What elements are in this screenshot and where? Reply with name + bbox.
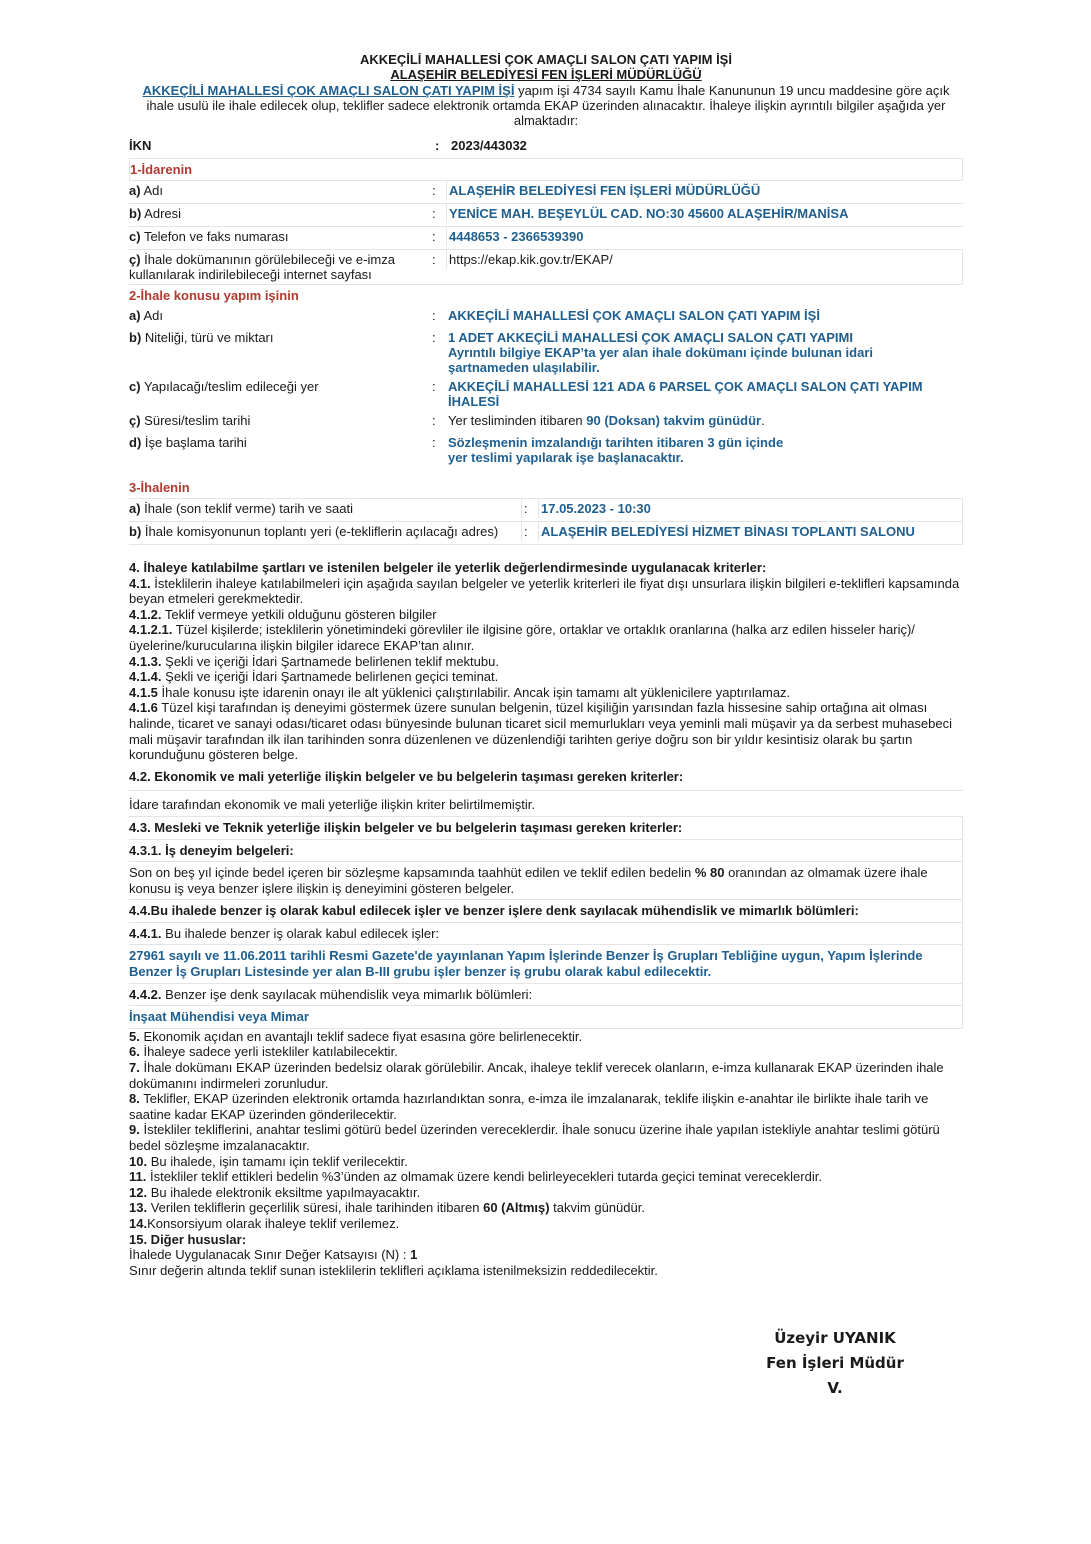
start-date-line1: Sözleşmenin imzalandığı tarihten itibaren 3 gün içinde <box>448 435 784 450</box>
clause-4-1-4 <box>129 669 963 685</box>
idare-name: ALAŞEHİR BELEDİYESİ FEN İŞLERİ MÜDÜRLÜĞÜ <box>446 181 963 200</box>
item-number: 11. <box>129 1169 147 1185</box>
section-1-title: 1-İdarenin <box>129 159 963 181</box>
item-number: 5. <box>129 1028 140 1044</box>
item-number: 7. <box>129 1060 140 1076</box>
item-13 <box>129 1200 963 1216</box>
row-label: Niteliği, türü ve miktarı <box>141 330 274 345</box>
row-key: a) <box>129 308 141 323</box>
clause-4-4-2 <box>129 984 963 1007</box>
row-key: a) <box>129 183 141 198</box>
document-title: AKKEÇİLİ MAHALLESİ ÇOK AMAÇLI SALON ÇATI YAPIM İŞİ <box>360 52 732 67</box>
colon: : <box>432 229 436 244</box>
intro-paragraph <box>129 83 963 128</box>
signatory-name: Üzeyir UYANIK <box>774 1329 896 1347</box>
clause-4-1-5 <box>129 685 963 701</box>
item-text: İstekliler teklif ettikleri bedelin %3’ünden az olmamak üzere kendi belirleyecekleri tutarda geçici teminat vereceklerdir. <box>146 1169 822 1185</box>
row-label: Yapılacağı/teslim edileceği yer <box>140 379 319 394</box>
item-number: 6. <box>129 1044 140 1060</box>
colon: : <box>435 138 440 153</box>
section-1-row-c <box>129 227 963 250</box>
clause-number: 4.4.2. <box>129 986 162 1002</box>
clause-4-1 <box>129 576 963 607</box>
work-location: AKKEÇİLİ MAHALLESİ 121 ADA 6 PARSEL ÇOK AMAÇLI SALON ÇATI YAPIM İHALESİ <box>448 379 923 409</box>
item-text: Bu ihalede elektronik eksiltme yapılmayacaktır. <box>147 1184 421 1200</box>
colon: : <box>432 330 436 345</box>
work-duration <box>446 411 963 430</box>
tender-datetime: 17.05.2023 - 10:30 <box>538 499 962 518</box>
clause-number: 4.1.3. <box>129 653 162 669</box>
percentage-value: % 80 <box>694 865 725 881</box>
item-text: İstekliler tekliflerini, anahtar teslimi götürü bedel üzerinden vereceklerdir. İhale sonucu üzerine ihale yapılan istekliyle anahtar teslimi götürü bedel sözleşme imzalanacaktır. <box>129 1122 940 1153</box>
item-11 <box>129 1169 963 1185</box>
colon: : <box>432 435 436 450</box>
row-key: d) <box>129 435 142 450</box>
document-page <box>129 52 963 1278</box>
item-text: Teklifler, EKAP üzerinden elektronik ortamda hazırlandıktan sonra, e-imza ile imzalanarak, teklife ilişkin e-anahtar ile birlikte ihale tarih ve saatine kadar EKAP üzerinden gönderilecektir. <box>129 1091 929 1122</box>
clause-text: Şekli ve içeriği İdari Şartnamede belirlenen teklif mektubu. <box>161 653 499 669</box>
clause-4-2-text: İdare tarafından ekonomik ve mali yeterliğe ilişkin kriter belirtilmemiştir. <box>129 791 963 817</box>
item-10 <box>129 1154 963 1170</box>
item-number: 13. <box>129 1200 148 1216</box>
item-number: 10. <box>129 1153 148 1169</box>
start-date-line2: yer teslimi yapılarak işe başlanacaktır. <box>448 450 684 465</box>
clause-4-2-heading: 4.2. Ekonomik ve mali yeterliğe ilişkin belgeler ve bu belgelerin taşıması gereken kriterler: <box>129 769 963 792</box>
section-2-row-d <box>129 433 963 467</box>
colon: : <box>432 308 436 323</box>
clause-text: Benzer işe denk sayılacak mühendislik veya mimarlık bölümleri: <box>161 986 533 1002</box>
colon: : <box>521 499 538 518</box>
section-3-row-b <box>129 522 963 545</box>
clause-text: İsteklilerin ihaleye katılabilmeleri için aşağıda sayılan belgeler ve yeterlik kriterleri ile fiyat dışı unsurlara ilişkin bilgileri e-teklifleri kapsamında beyan etmeleri gerekmektedir. <box>129 575 960 607</box>
idare-address: YENİCE MAH. BEŞEYLÜL CAD. NO:30 45600 ALAŞEHİR/MANİSA <box>446 204 963 223</box>
row-label: Adı <box>140 308 163 323</box>
item-number: 8. <box>129 1091 140 1107</box>
clause-4-1-6 <box>129 700 963 762</box>
item-text: İhale dokümanı EKAP üzerinden bedelsiz olarak görülebilir. Ancak, ihaleye teklif verecek olanların, e-imza kullanarak EKAP üzerinden ihale dokümanını indirmeleri zorunludur. <box>129 1060 944 1091</box>
row-label: Adı <box>140 183 163 198</box>
row-key: ç) <box>129 413 141 428</box>
row-key: ç) <box>129 252 141 267</box>
item-text: Konsorsiyum olarak ihaleye teklif verilemez. <box>147 1215 400 1231</box>
row-key: b) <box>129 524 142 539</box>
colon: : <box>432 183 436 198</box>
item-15-line1 <box>129 1247 963 1263</box>
validity-days: 60 (Altmış) <box>483 1200 550 1216</box>
colon: : <box>432 379 436 394</box>
section-2-row-a <box>129 306 963 328</box>
duration-value: 90 (Doksan) takvim günüdür <box>586 413 762 428</box>
work-quantity: 1 ADET AKKEÇİLİ MAHALLESİ ÇOK AMAÇLI SALON ÇATI YAPIMI <box>448 330 853 345</box>
clause-text: Tüzel kişi tarafından iş deneyimi göstermek üzere sunulan belgenin, tüzel kişiliğin yarısından fazla hissesine sahip ortağına ait olması halinde, ticaret ve sanayi odası/ticaret odası bünyesinde bulunan ticaret sicil memurlukları veya yeminli mali müşavir ya da serbest muhasebeci mali müşavir tarafından ilk ilan tarihinden sonra düzenlenen ve düzenlendiği tarihten geriye doğru son bir yıldır kesintisiz olarak bu şartın korunduğunu gösteren belge. <box>129 700 953 763</box>
colon: : <box>432 206 436 221</box>
clause-4-3-1-heading: 4.3.1. İş deneyim belgeleri: <box>129 840 963 863</box>
clause-text: oranından az olmamak üzere ihale konusu iş veya benzer işlere ilişkin iş deneyimini gösteren belgeler. <box>129 865 928 896</box>
item-text: İhalede Uygulanacak Sınır Değer Katsayısı (N) : <box>129 1247 411 1263</box>
clause-text: Şekli ve içeriği İdari Şartnamede belirlenen geçici teminat. <box>161 669 499 685</box>
item-8 <box>129 1091 963 1122</box>
clause-4-1-2 <box>129 607 963 623</box>
section-2-title: 2-İhale konusu yapım işinin <box>129 288 299 303</box>
colon: : <box>521 522 538 541</box>
colon: : <box>432 413 436 428</box>
similar-works-text: 27961 sayılı ve 11.06.2011 tarihli Resmi Gazete'de yayınlanan Yapım İşlerinde Benzer İş Grupları Tebliğine uygun, Yapım İşlerinde Benzer İş Grupları Listesinde yer alan B-III grubu işler benzer iş grubu olarak kabul edilecektir. <box>129 945 963 983</box>
section-1-row-a <box>129 181 963 204</box>
clause-number: 4.1.4. <box>129 669 162 685</box>
row-label: Süresi/teslim tarihi <box>140 413 251 428</box>
clause-4-3-heading: 4.3. Mesleki ve Teknik yeterliğe ilişkin belgeler ve bu belgelerin taşıması gereken kriterler: <box>129 817 963 840</box>
duration-prefix: Yer tesliminden itibaren <box>448 413 587 428</box>
clause-text: Bu ihalede benzer iş olarak kabul edilecek işler: <box>161 925 440 941</box>
clause-4-4-1 <box>129 923 963 946</box>
clause-number: 4.1. <box>129 575 151 591</box>
row-label: Adresi <box>141 206 182 221</box>
section-3-title: 3-İhalenin <box>129 480 190 495</box>
clause-number: 4.1.6 <box>129 700 158 716</box>
clause-text: Tüzel kişilerde; isteklilerin yönetimindeki görevliler ile ilgisine göre, ortaklar ve ortaklık oranlarına (halka arz edilen hisseler hariç)/üyelerine/kurucularına ilişkin bilgiler idarece EKAP’tan alınır. <box>129 622 915 653</box>
item-text: Bu ihalede, işin tamamı için teklif verilecektir. <box>147 1153 408 1169</box>
section-4 <box>129 560 963 1029</box>
item-15-line2: Sınır değerin altında teklif sunan isteklilerin teklifleri açıklama istenilmeksizin reddedilecektir. <box>129 1262 658 1278</box>
item-15-title: 15. Diğer hususlar: <box>129 1231 247 1247</box>
item-6 <box>129 1044 963 1060</box>
ikn-label: İKN <box>129 138 152 153</box>
item-number: 14. <box>129 1215 148 1231</box>
section-3-row-a <box>129 498 963 522</box>
intro-text: yapım işi 4734 sayılı Kamu İhale Kanununun 19 uncu maddesine göre açık ihale usulü ile ihale edilecek olup, teklifler sadece elektronik ortamda EKAP üzerinden alınacaktır. İhaleye ilişkin ayrıntılı bilgiler aşağıda yer almaktadır: <box>146 83 950 128</box>
item-text: Ekonomik açıdan en avantajlı teklif sadece fiyat esasına göre belirlenecektir. <box>139 1028 583 1044</box>
item-text: İhaleye sadece yerli istekliler katılabilecektir. <box>139 1044 398 1060</box>
section-2-row-b <box>129 328 963 377</box>
clause-text: İhale konusu işte idarenin onayı ile alt yüklenici çalıştırılabilir. Ancak işin tamamı alt yüklenicilere yaptırılamaz. <box>157 684 791 700</box>
item-14 <box>129 1216 963 1232</box>
row-label: İşe başlama tarihi <box>141 435 247 450</box>
section-4-title: 4. İhaleye katılabilme şartları ve istenilen belgeler ile yeterlik değerlendirmesinde uygulanacak kriterler: <box>129 560 767 575</box>
row-key: b) <box>129 206 142 221</box>
row-label: İhale komisyonunun toplantı yeri (e-tekliflerin açılacağı adres) <box>141 524 499 539</box>
idare-phone-fax: 4448653 - 2366539390 <box>446 227 963 246</box>
item-number: 12. <box>129 1184 148 1200</box>
engineering-departments: İnşaat Mühendisi veya Mimar <box>129 1006 963 1029</box>
item-text: Verilen tekliflerin geçerlilik süresi, ihale tarihinden itibaren <box>147 1200 484 1216</box>
clause-4-1-2-1 <box>129 622 963 653</box>
duration-suffix: . <box>761 413 765 428</box>
clause-number: 4.1.5 <box>129 684 158 700</box>
section-1-row-b <box>129 204 963 227</box>
other-items <box>129 1029 963 1279</box>
clause-text: Son on beş yıl içinde bedel içeren bir sözleşme kapsamında taahhüt edilen ve teklif edilen bedelin <box>129 865 695 881</box>
section-2-row-c <box>129 377 963 411</box>
item-9 <box>129 1122 963 1153</box>
ikn-value: 2023/443032 <box>451 138 527 153</box>
item-text: takvim günüdür. <box>549 1200 645 1216</box>
section-1-row-cc <box>129 250 963 285</box>
work-name: AKKEÇİLİ MAHALLESİ ÇOK AMAÇLI SALON ÇATI YAPIM İŞİ <box>448 308 820 323</box>
clause-4-3-1-text <box>129 862 963 900</box>
threshold-coefficient: 1 <box>410 1247 418 1263</box>
ikn-row <box>129 136 963 159</box>
commission-place: ALAŞEHİR BELEDİYESİ HİZMET BİNASI TOPLANTI SALONU <box>538 522 962 541</box>
ekap-url: https://ekap.kik.gov.tr/EKAP/ <box>446 250 962 269</box>
row-key: c) <box>129 379 141 394</box>
clause-number: 4.1.2. <box>129 606 162 622</box>
clause-number: 4.1.2.1. <box>129 622 173 638</box>
item-7 <box>129 1060 963 1091</box>
item-number: 9. <box>129 1122 140 1138</box>
row-label: Telefon ve faks numarası <box>140 229 289 244</box>
signature-block <box>760 1326 910 1401</box>
section-2-row-cc <box>129 411 963 433</box>
row-label: İhale (son teklif verme) tarih ve saati <box>140 501 353 516</box>
clause-number: 4.4.1. <box>129 925 162 941</box>
document-subtitle: ALAŞEHİR BELEDİYESİ FEN İŞLERİ MÜDÜRLÜĞÜ <box>390 67 702 82</box>
row-label: İhale dokümanının görülebileceği ve e-imza kullanılarak indirilebileceği internet sayfası <box>129 252 395 282</box>
intro-work-name: AKKEÇİLİ MAHALLESİ ÇOK AMAÇLI SALON ÇATI YAPIM İŞİ <box>142 83 515 98</box>
clause-4-4-heading: 4.4.Bu ihalede benzer iş olarak kabul edilecek işler ve benzer işlere denk sayılacak mühendislik ve mimarlık bölümleri: <box>129 900 963 923</box>
signatory-title: Fen İşleri Müdür V. <box>766 1354 904 1397</box>
row-key: c) <box>129 229 141 244</box>
clause-text: Teklif vermeye yetkili olduğunu gösteren bilgiler <box>161 606 437 622</box>
item-12 <box>129 1185 963 1201</box>
clause-4-1-3 <box>129 654 963 670</box>
row-key: a) <box>129 501 141 516</box>
work-detail-note: Ayrıntılı bilgiye EKAP’ta yer alan ihale dokümanı içinde bulunan idari şartnameden ulaşılabilir. <box>448 345 874 375</box>
colon: : <box>432 252 436 267</box>
item-5 <box>129 1029 963 1045</box>
row-key: b) <box>129 330 142 345</box>
